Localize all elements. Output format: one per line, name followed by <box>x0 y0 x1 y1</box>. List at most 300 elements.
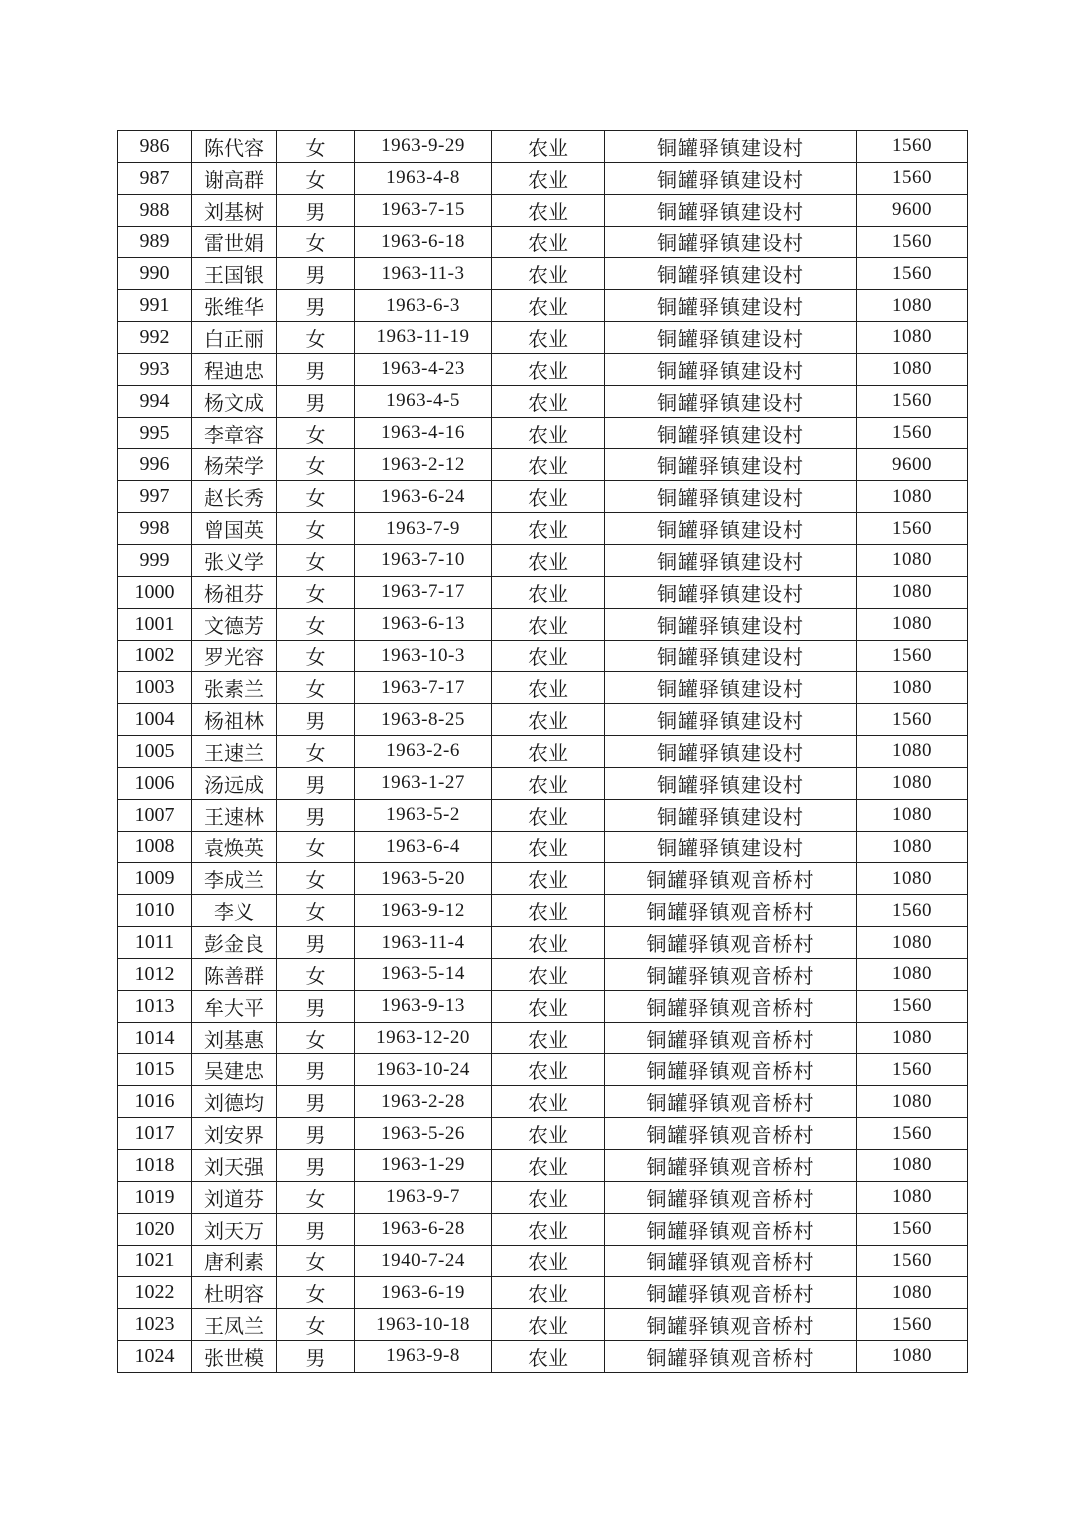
cell-name: 唐利素 <box>192 1245 277 1277</box>
cell-gender: 男 <box>277 290 355 322</box>
cell-village: 铜罐驿镇观音桥村 <box>605 1309 857 1341</box>
cell-gender: 男 <box>277 1341 355 1373</box>
cell-birth_date: 1963-7-10 <box>355 544 492 576</box>
cell-amount: 1080 <box>857 1150 968 1182</box>
cell-name: 赵长秀 <box>192 481 277 513</box>
cell-serial: 987 <box>118 162 192 194</box>
cell-name: 袁焕英 <box>192 831 277 863</box>
cell-village: 铜罐驿镇建设村 <box>605 131 857 163</box>
table-row <box>118 131 968 163</box>
cell-occupation: 农业 <box>492 1245 605 1277</box>
cell-birth_date: 1963-10-18 <box>355 1309 492 1341</box>
cell-occupation: 农业 <box>492 449 605 481</box>
cell-name: 刘基树 <box>192 194 277 226</box>
cell-gender: 女 <box>277 1181 355 1213</box>
cell-gender: 男 <box>277 704 355 736</box>
cell-name: 张世模 <box>192 1341 277 1373</box>
table-row <box>118 799 968 831</box>
cell-occupation: 农业 <box>492 831 605 863</box>
table-row <box>118 736 968 768</box>
table-row <box>118 194 968 226</box>
cell-name: 王速林 <box>192 799 277 831</box>
table-row <box>118 226 968 258</box>
cell-birth_date: 1963-5-26 <box>355 1118 492 1150</box>
cell-gender: 女 <box>277 958 355 990</box>
table-row <box>118 704 968 736</box>
cell-birth_date: 1963-6-24 <box>355 481 492 513</box>
cell-gender: 男 <box>277 799 355 831</box>
cell-birth_date: 1963-10-3 <box>355 640 492 672</box>
cell-village: 铜罐驿镇建设村 <box>605 353 857 385</box>
cell-gender: 男 <box>277 1054 355 1086</box>
cell-serial: 1002 <box>118 640 192 672</box>
cell-gender: 女 <box>277 322 355 354</box>
cell-birth_date: 1963-12-20 <box>355 1022 492 1054</box>
cell-village: 铜罐驿镇观音桥村 <box>605 1245 857 1277</box>
cell-birth_date: 1963-6-3 <box>355 290 492 322</box>
cell-occupation: 农业 <box>492 863 605 895</box>
cell-occupation: 农业 <box>492 162 605 194</box>
cell-birth_date: 1963-9-13 <box>355 990 492 1022</box>
cell-village: 铜罐驿镇观音桥村 <box>605 1118 857 1150</box>
table-row <box>118 990 968 1022</box>
cell-name: 杨荣学 <box>192 449 277 481</box>
cell-amount: 1080 <box>857 290 968 322</box>
cell-serial: 1013 <box>118 990 192 1022</box>
cell-serial: 1001 <box>118 608 192 640</box>
table-row <box>118 1150 968 1182</box>
cell-amount: 1080 <box>857 481 968 513</box>
cell-village: 铜罐驿镇建设村 <box>605 481 857 513</box>
cell-serial: 1003 <box>118 672 192 704</box>
cell-serial: 1016 <box>118 1086 192 1118</box>
cell-serial: 996 <box>118 449 192 481</box>
cell-occupation: 农业 <box>492 1054 605 1086</box>
cell-village: 铜罐驿镇建设村 <box>605 831 857 863</box>
cell-gender: 男 <box>277 990 355 1022</box>
cell-village: 铜罐驿镇观音桥村 <box>605 863 857 895</box>
cell-birth_date: 1963-7-15 <box>355 194 492 226</box>
cell-village: 铜罐驿镇观音桥村 <box>605 1181 857 1213</box>
cell-serial: 1023 <box>118 1309 192 1341</box>
cell-gender: 女 <box>277 863 355 895</box>
cell-name: 李章容 <box>192 417 277 449</box>
cell-birth_date: 1963-10-24 <box>355 1054 492 1086</box>
cell-serial: 1012 <box>118 958 192 990</box>
cell-name: 刘基惠 <box>192 1022 277 1054</box>
roster-table <box>117 130 968 1373</box>
cell-occupation: 农业 <box>492 290 605 322</box>
cell-birth_date: 1963-6-13 <box>355 608 492 640</box>
cell-birth_date: 1963-11-3 <box>355 258 492 290</box>
cell-gender: 女 <box>277 481 355 513</box>
table-row <box>118 927 968 959</box>
cell-name: 张素兰 <box>192 672 277 704</box>
cell-occupation: 农业 <box>492 672 605 704</box>
cell-serial: 997 <box>118 481 192 513</box>
cell-gender: 女 <box>277 736 355 768</box>
cell-serial: 1024 <box>118 1341 192 1373</box>
table-row <box>118 608 968 640</box>
cell-occupation: 农业 <box>492 481 605 513</box>
table-row <box>118 1341 968 1373</box>
cell-occupation: 农业 <box>492 1213 605 1245</box>
cell-birth_date: 1963-2-6 <box>355 736 492 768</box>
cell-occupation: 农业 <box>492 544 605 576</box>
cell-occupation: 农业 <box>492 799 605 831</box>
table-row <box>118 1213 968 1245</box>
cell-gender: 女 <box>277 576 355 608</box>
cell-amount: 1560 <box>857 226 968 258</box>
cell-name: 刘安界 <box>192 1118 277 1150</box>
cell-village: 铜罐驿镇观音桥村 <box>605 1150 857 1182</box>
table-row <box>118 449 968 481</box>
cell-serial: 1005 <box>118 736 192 768</box>
table-row <box>118 258 968 290</box>
table-row <box>118 544 968 576</box>
cell-name: 王国银 <box>192 258 277 290</box>
cell-village: 铜罐驿镇建设村 <box>605 513 857 545</box>
cell-gender: 女 <box>277 513 355 545</box>
cell-birth_date: 1963-4-8 <box>355 162 492 194</box>
cell-amount: 1560 <box>857 1245 968 1277</box>
cell-gender: 男 <box>277 767 355 799</box>
cell-amount: 1560 <box>857 385 968 417</box>
cell-amount: 1560 <box>857 640 968 672</box>
cell-village: 铜罐驿镇观音桥村 <box>605 927 857 959</box>
cell-amount: 1560 <box>857 417 968 449</box>
cell-village: 铜罐驿镇建设村 <box>605 799 857 831</box>
cell-name: 雷世娟 <box>192 226 277 258</box>
cell-birth_date: 1963-5-14 <box>355 958 492 990</box>
cell-village: 铜罐驿镇建设村 <box>605 767 857 799</box>
cell-village: 铜罐驿镇观音桥村 <box>605 990 857 1022</box>
cell-village: 铜罐驿镇建设村 <box>605 290 857 322</box>
cell-birth_date: 1963-6-18 <box>355 226 492 258</box>
cell-birth_date: 1963-5-2 <box>355 799 492 831</box>
cell-amount: 1080 <box>857 1181 968 1213</box>
cell-name: 彭金良 <box>192 927 277 959</box>
cell-serial: 1008 <box>118 831 192 863</box>
cell-name: 陈善群 <box>192 958 277 990</box>
cell-amount: 1080 <box>857 608 968 640</box>
cell-name: 刘德均 <box>192 1086 277 1118</box>
cell-amount: 1080 <box>857 863 968 895</box>
cell-village: 铜罐驿镇观音桥村 <box>605 1022 857 1054</box>
cell-serial: 1018 <box>118 1150 192 1182</box>
cell-name: 刘天万 <box>192 1213 277 1245</box>
cell-birth_date: 1963-2-12 <box>355 449 492 481</box>
cell-gender: 女 <box>277 1277 355 1309</box>
cell-occupation: 农业 <box>492 322 605 354</box>
cell-occupation: 农业 <box>492 258 605 290</box>
cell-gender: 女 <box>277 1022 355 1054</box>
cell-amount: 1080 <box>857 544 968 576</box>
table-row <box>118 1086 968 1118</box>
cell-amount: 1080 <box>857 927 968 959</box>
cell-gender: 女 <box>277 640 355 672</box>
table-row <box>118 640 968 672</box>
cell-birth_date: 1940-7-24 <box>355 1245 492 1277</box>
cell-gender: 男 <box>277 258 355 290</box>
cell-village: 铜罐驿镇建设村 <box>605 736 857 768</box>
cell-occupation: 农业 <box>492 990 605 1022</box>
cell-name: 程迪忠 <box>192 353 277 385</box>
cell-amount: 1560 <box>857 1118 968 1150</box>
table-row <box>118 1277 968 1309</box>
cell-gender: 女 <box>277 672 355 704</box>
cell-occupation: 农业 <box>492 958 605 990</box>
cell-name: 谢高群 <box>192 162 277 194</box>
cell-birth_date: 1963-8-25 <box>355 704 492 736</box>
cell-occupation: 农业 <box>492 1086 605 1118</box>
cell-occupation: 农业 <box>492 385 605 417</box>
cell-village: 铜罐驿镇观音桥村 <box>605 958 857 990</box>
cell-birth_date: 1963-6-28 <box>355 1213 492 1245</box>
table-row <box>118 417 968 449</box>
cell-gender: 男 <box>277 1118 355 1150</box>
cell-amount: 1560 <box>857 1213 968 1245</box>
cell-name: 汤远成 <box>192 767 277 799</box>
table-row <box>118 385 968 417</box>
cell-occupation: 农业 <box>492 927 605 959</box>
cell-gender: 女 <box>277 895 355 927</box>
cell-gender: 女 <box>277 162 355 194</box>
cell-amount: 1560 <box>857 1054 968 1086</box>
cell-birth_date: 1963-4-5 <box>355 385 492 417</box>
cell-birth_date: 1963-9-12 <box>355 895 492 927</box>
cell-serial: 1019 <box>118 1181 192 1213</box>
table-row <box>118 513 968 545</box>
cell-amount: 1560 <box>857 513 968 545</box>
cell-village: 铜罐驿镇观音桥村 <box>605 1086 857 1118</box>
cell-serial: 993 <box>118 353 192 385</box>
cell-village: 铜罐驿镇观音桥村 <box>605 1277 857 1309</box>
cell-birth_date: 1963-9-8 <box>355 1341 492 1373</box>
cell-amount: 1080 <box>857 672 968 704</box>
cell-name: 陈代容 <box>192 131 277 163</box>
cell-gender: 女 <box>277 544 355 576</box>
cell-occupation: 农业 <box>492 704 605 736</box>
cell-birth_date: 1963-2-28 <box>355 1086 492 1118</box>
table-row <box>118 1181 968 1213</box>
cell-serial: 994 <box>118 385 192 417</box>
table-row <box>118 831 968 863</box>
cell-occupation: 农业 <box>492 640 605 672</box>
cell-serial: 1022 <box>118 1277 192 1309</box>
cell-amount: 9600 <box>857 194 968 226</box>
cell-name: 牟大平 <box>192 990 277 1022</box>
cell-amount: 1080 <box>857 353 968 385</box>
cell-name: 文德芳 <box>192 608 277 640</box>
cell-occupation: 农业 <box>492 576 605 608</box>
cell-name: 王凤兰 <box>192 1309 277 1341</box>
cell-occupation: 农业 <box>492 1277 605 1309</box>
cell-name: 杨祖芬 <box>192 576 277 608</box>
cell-serial: 1009 <box>118 863 192 895</box>
cell-gender: 女 <box>277 131 355 163</box>
cell-amount: 1560 <box>857 258 968 290</box>
cell-birth_date: 1963-9-29 <box>355 131 492 163</box>
cell-gender: 男 <box>277 385 355 417</box>
cell-village: 铜罐驿镇建设村 <box>605 704 857 736</box>
roster-table-body <box>118 131 968 1373</box>
cell-gender: 女 <box>277 831 355 863</box>
cell-village: 铜罐驿镇观音桥村 <box>605 1054 857 1086</box>
cell-occupation: 农业 <box>492 1022 605 1054</box>
cell-birth_date: 1963-5-20 <box>355 863 492 895</box>
cell-occupation: 农业 <box>492 1181 605 1213</box>
cell-gender: 女 <box>277 449 355 481</box>
cell-name: 杨祖林 <box>192 704 277 736</box>
cell-occupation: 农业 <box>492 1150 605 1182</box>
cell-birth_date: 1963-11-19 <box>355 322 492 354</box>
cell-serial: 1017 <box>118 1118 192 1150</box>
cell-amount: 1560 <box>857 990 968 1022</box>
cell-amount: 1080 <box>857 322 968 354</box>
cell-serial: 1011 <box>118 927 192 959</box>
cell-occupation: 农业 <box>492 194 605 226</box>
table-row <box>118 162 968 194</box>
cell-serial: 1007 <box>118 799 192 831</box>
cell-gender: 男 <box>277 927 355 959</box>
cell-amount: 1080 <box>857 1341 968 1373</box>
cell-name: 刘道芬 <box>192 1181 277 1213</box>
cell-serial: 1004 <box>118 704 192 736</box>
table-row <box>118 481 968 513</box>
table-row <box>118 322 968 354</box>
cell-village: 铜罐驿镇建设村 <box>605 162 857 194</box>
cell-village: 铜罐驿镇建设村 <box>605 608 857 640</box>
cell-amount: 1080 <box>857 576 968 608</box>
cell-amount: 1560 <box>857 162 968 194</box>
cell-serial: 999 <box>118 544 192 576</box>
table-row <box>118 1054 968 1086</box>
cell-name: 张义学 <box>192 544 277 576</box>
table-row <box>118 672 968 704</box>
cell-birth_date: 1963-7-9 <box>355 513 492 545</box>
cell-gender: 男 <box>277 1150 355 1182</box>
cell-amount: 1560 <box>857 1309 968 1341</box>
cell-amount: 9600 <box>857 449 968 481</box>
cell-occupation: 农业 <box>492 895 605 927</box>
cell-birth_date: 1963-4-23 <box>355 353 492 385</box>
cell-amount: 1080 <box>857 1277 968 1309</box>
cell-serial: 1014 <box>118 1022 192 1054</box>
cell-serial: 990 <box>118 258 192 290</box>
table-row <box>118 863 968 895</box>
table-row <box>118 1309 968 1341</box>
cell-village: 铜罐驿镇建设村 <box>605 194 857 226</box>
cell-birth_date: 1963-1-27 <box>355 767 492 799</box>
cell-serial: 1000 <box>118 576 192 608</box>
cell-amount: 1560 <box>857 131 968 163</box>
cell-amount: 1560 <box>857 895 968 927</box>
table-row <box>118 1245 968 1277</box>
cell-amount: 1080 <box>857 1086 968 1118</box>
cell-village: 铜罐驿镇建设村 <box>605 385 857 417</box>
cell-serial: 998 <box>118 513 192 545</box>
cell-occupation: 农业 <box>492 1341 605 1373</box>
cell-amount: 1560 <box>857 704 968 736</box>
cell-birth_date: 1963-1-29 <box>355 1150 492 1182</box>
cell-birth_date: 1963-11-4 <box>355 927 492 959</box>
cell-occupation: 农业 <box>492 417 605 449</box>
cell-amount: 1080 <box>857 767 968 799</box>
cell-serial: 1015 <box>118 1054 192 1086</box>
cell-serial: 1020 <box>118 1213 192 1245</box>
cell-serial: 1021 <box>118 1245 192 1277</box>
cell-gender: 男 <box>277 1086 355 1118</box>
cell-gender: 女 <box>277 1309 355 1341</box>
cell-name: 李成兰 <box>192 863 277 895</box>
table-row <box>118 353 968 385</box>
cell-serial: 995 <box>118 417 192 449</box>
table-row <box>118 895 968 927</box>
cell-serial: 988 <box>118 194 192 226</box>
cell-name: 罗光容 <box>192 640 277 672</box>
cell-occupation: 农业 <box>492 736 605 768</box>
cell-village: 铜罐驿镇观音桥村 <box>605 895 857 927</box>
cell-serial: 1006 <box>118 767 192 799</box>
cell-occupation: 农业 <box>492 1118 605 1150</box>
table-row <box>118 958 968 990</box>
table-row <box>118 1118 968 1150</box>
cell-birth_date: 1963-6-4 <box>355 831 492 863</box>
cell-birth_date: 1963-6-19 <box>355 1277 492 1309</box>
cell-amount: 1080 <box>857 958 968 990</box>
cell-amount: 1080 <box>857 799 968 831</box>
cell-village: 铜罐驿镇建设村 <box>605 258 857 290</box>
cell-village: 铜罐驿镇建设村 <box>605 640 857 672</box>
cell-name: 杨文成 <box>192 385 277 417</box>
cell-occupation: 农业 <box>492 767 605 799</box>
cell-serial: 1010 <box>118 895 192 927</box>
cell-name: 张维华 <box>192 290 277 322</box>
cell-amount: 1080 <box>857 831 968 863</box>
cell-occupation: 农业 <box>492 608 605 640</box>
cell-occupation: 农业 <box>492 131 605 163</box>
cell-amount: 1080 <box>857 1022 968 1054</box>
cell-village: 铜罐驿镇观音桥村 <box>605 1341 857 1373</box>
cell-village: 铜罐驿镇建设村 <box>605 322 857 354</box>
cell-amount: 1080 <box>857 736 968 768</box>
table-row <box>118 576 968 608</box>
cell-gender: 男 <box>277 194 355 226</box>
cell-occupation: 农业 <box>492 226 605 258</box>
table-row <box>118 290 968 322</box>
cell-birth_date: 1963-7-17 <box>355 576 492 608</box>
cell-serial: 992 <box>118 322 192 354</box>
cell-name: 刘天强 <box>192 1150 277 1182</box>
cell-gender: 女 <box>277 608 355 640</box>
cell-village: 铜罐驿镇建设村 <box>605 576 857 608</box>
cell-gender: 女 <box>277 417 355 449</box>
cell-serial: 986 <box>118 131 192 163</box>
cell-gender: 女 <box>277 226 355 258</box>
cell-village: 铜罐驿镇建设村 <box>605 544 857 576</box>
cell-name: 白正丽 <box>192 322 277 354</box>
cell-occupation: 农业 <box>492 1309 605 1341</box>
table-row <box>118 1022 968 1054</box>
cell-village: 铜罐驿镇建设村 <box>605 672 857 704</box>
cell-name: 李义 <box>192 895 277 927</box>
cell-birth_date: 1963-4-16 <box>355 417 492 449</box>
cell-gender: 男 <box>277 353 355 385</box>
cell-village: 铜罐驿镇建设村 <box>605 449 857 481</box>
cell-occupation: 农业 <box>492 353 605 385</box>
cell-village: 铜罐驿镇建设村 <box>605 417 857 449</box>
